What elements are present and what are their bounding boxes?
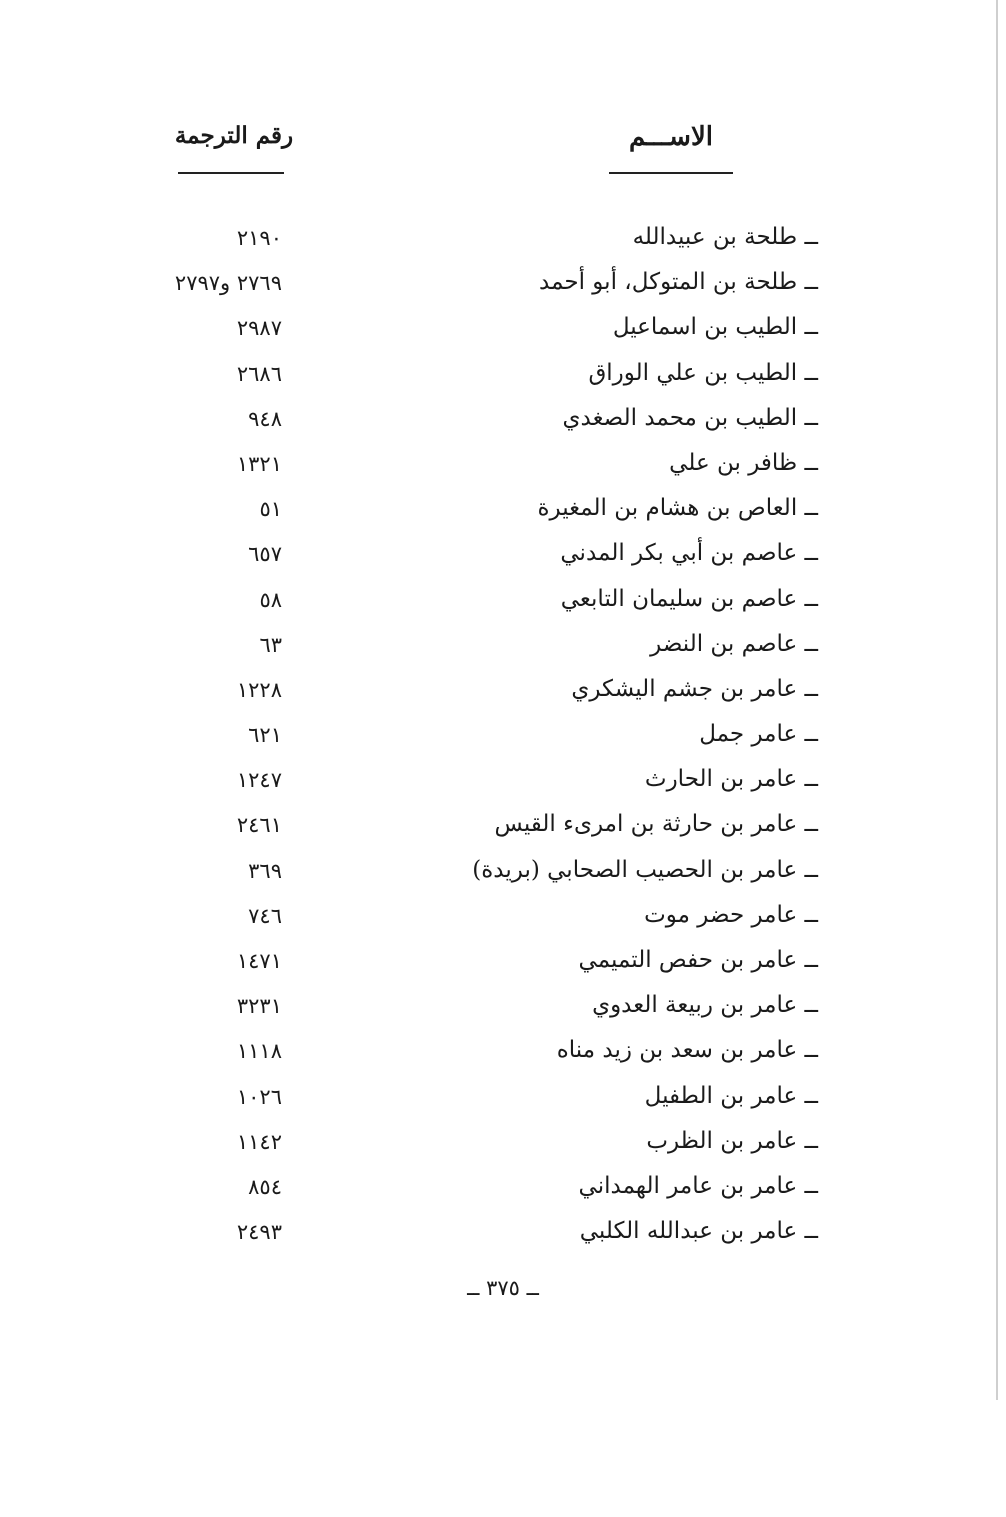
entry-name: ــ عامر بن عبدالله الكلبي xyxy=(579,1218,818,1245)
entry-number: ٣٦٩ xyxy=(248,858,282,883)
entry-name: ــ طلحة بن المتوكل، أبو أحمد xyxy=(539,269,818,296)
index-entry xyxy=(0,672,1006,717)
name-column-header: الاســـم xyxy=(629,122,713,152)
index-entry xyxy=(0,943,1006,988)
entry-number: ١٢٤٧ xyxy=(236,768,282,793)
index-entry xyxy=(0,1033,1006,1078)
entry-name: ــ عامر بن حارثة بن امرىء القيس xyxy=(494,811,818,838)
entry-name: ــ عاصم بن النضر xyxy=(650,630,818,657)
number-column-header: رقم الترجمة xyxy=(174,122,294,149)
entry-name: ــ عامر بن سعد بن زيد مناه xyxy=(556,1037,818,1064)
entry-name: ــ عامر بن جشم اليشكري xyxy=(571,675,818,702)
entry-name: ــ طلحة بن عبيدالله xyxy=(632,224,818,250)
entry-name: ــ الطيب بن محمد الصغدي xyxy=(562,404,818,431)
entry-name: ــ عامر حضر موت xyxy=(644,901,818,928)
entry-number: ٢٦٨٦ xyxy=(236,361,282,386)
entry-name: ــ عامر جمل xyxy=(699,721,818,748)
entry-name: ــ عامر بن الطفيل xyxy=(644,1082,818,1109)
entry-number: ٣٢٣١ xyxy=(236,994,282,1019)
index-entry xyxy=(0,807,1006,852)
entry-number: ٢١٩٠ xyxy=(236,226,282,250)
entry-number: ٥٨ xyxy=(259,587,282,612)
entry-number: ١٢٢٨ xyxy=(236,677,282,702)
index-entry xyxy=(0,717,1006,762)
entry-number: ٧٤٦ xyxy=(248,903,282,928)
entry-number: ٦٢١ xyxy=(248,723,282,748)
index-entry xyxy=(0,1124,1006,1169)
entry-name: ــ عاصم بن سليمان التابعي xyxy=(560,585,818,612)
entry-number: ١٣٢١ xyxy=(236,451,282,476)
index-entry xyxy=(0,988,1006,1033)
entry-name: ــ عامر بن الحصيب الصحابي (بريدة) xyxy=(472,856,818,883)
index-entry xyxy=(0,356,1006,401)
entry-number: ٨٥٤ xyxy=(248,1174,282,1199)
entry-name: ــ الطيب بن علي الوراق xyxy=(588,359,818,386)
entry-name: ــ عامر بن ربيعة العدوي xyxy=(592,992,818,1019)
index-entry xyxy=(0,220,1006,265)
index-entry xyxy=(0,1079,1006,1124)
entry-name: ــ ظافر بن علي xyxy=(669,449,818,476)
name-column-rule xyxy=(609,172,733,174)
index-entry xyxy=(0,762,1006,807)
entry-name: ــ العاص بن هشام بن المغيرة xyxy=(537,495,818,522)
index-entry xyxy=(0,446,1006,491)
entry-name: ــ عاصم بن أبي بكر المدني xyxy=(560,540,818,567)
entry-name: ــ عامر بن الظرب xyxy=(646,1127,818,1154)
index-entry xyxy=(0,853,1006,898)
index-entry xyxy=(0,582,1006,627)
page-number: ــ ٣٧٥ ــ xyxy=(467,1276,539,1300)
entry-number: ٦٣ xyxy=(259,632,282,657)
entry-number: ٢٧٦٩ و٢٧٩٧ xyxy=(174,271,282,296)
entry-number: ١١٤٢ xyxy=(236,1129,282,1154)
entry-number: ١١١٨ xyxy=(236,1039,282,1064)
entry-number: ٦٥٧ xyxy=(248,542,282,567)
entry-number: ١٤٧١ xyxy=(236,949,282,973)
number-column-rule xyxy=(178,172,284,174)
entry-name: ــ عامر بن الحارث xyxy=(644,766,818,793)
entry-name: ــ الطيب بن اسماعيل xyxy=(612,314,818,341)
entry-number: ٥١ xyxy=(259,497,282,522)
index-entry xyxy=(0,1214,1006,1259)
index-entry xyxy=(0,265,1006,310)
index-entries xyxy=(0,220,1006,1259)
index-entry xyxy=(0,401,1006,446)
index-entry xyxy=(0,627,1006,672)
entry-name: ــ عامر بن عامر الهمداني xyxy=(578,1172,818,1199)
index-entry xyxy=(0,1169,1006,1214)
index-entry xyxy=(0,536,1006,581)
index-entry xyxy=(0,491,1006,536)
entry-number: ٩٤٨ xyxy=(248,406,282,431)
entry-name: ــ عامر بن حفص التميمي xyxy=(578,947,818,973)
index-entry xyxy=(0,898,1006,943)
entry-number: ٢٤٩٣ xyxy=(236,1220,282,1245)
index-entry xyxy=(0,310,1006,355)
entry-number: ٢٤٦١ xyxy=(236,813,282,838)
entry-number: ١٠٢٦ xyxy=(236,1084,282,1109)
entry-number: ٢٩٨٧ xyxy=(236,316,282,341)
